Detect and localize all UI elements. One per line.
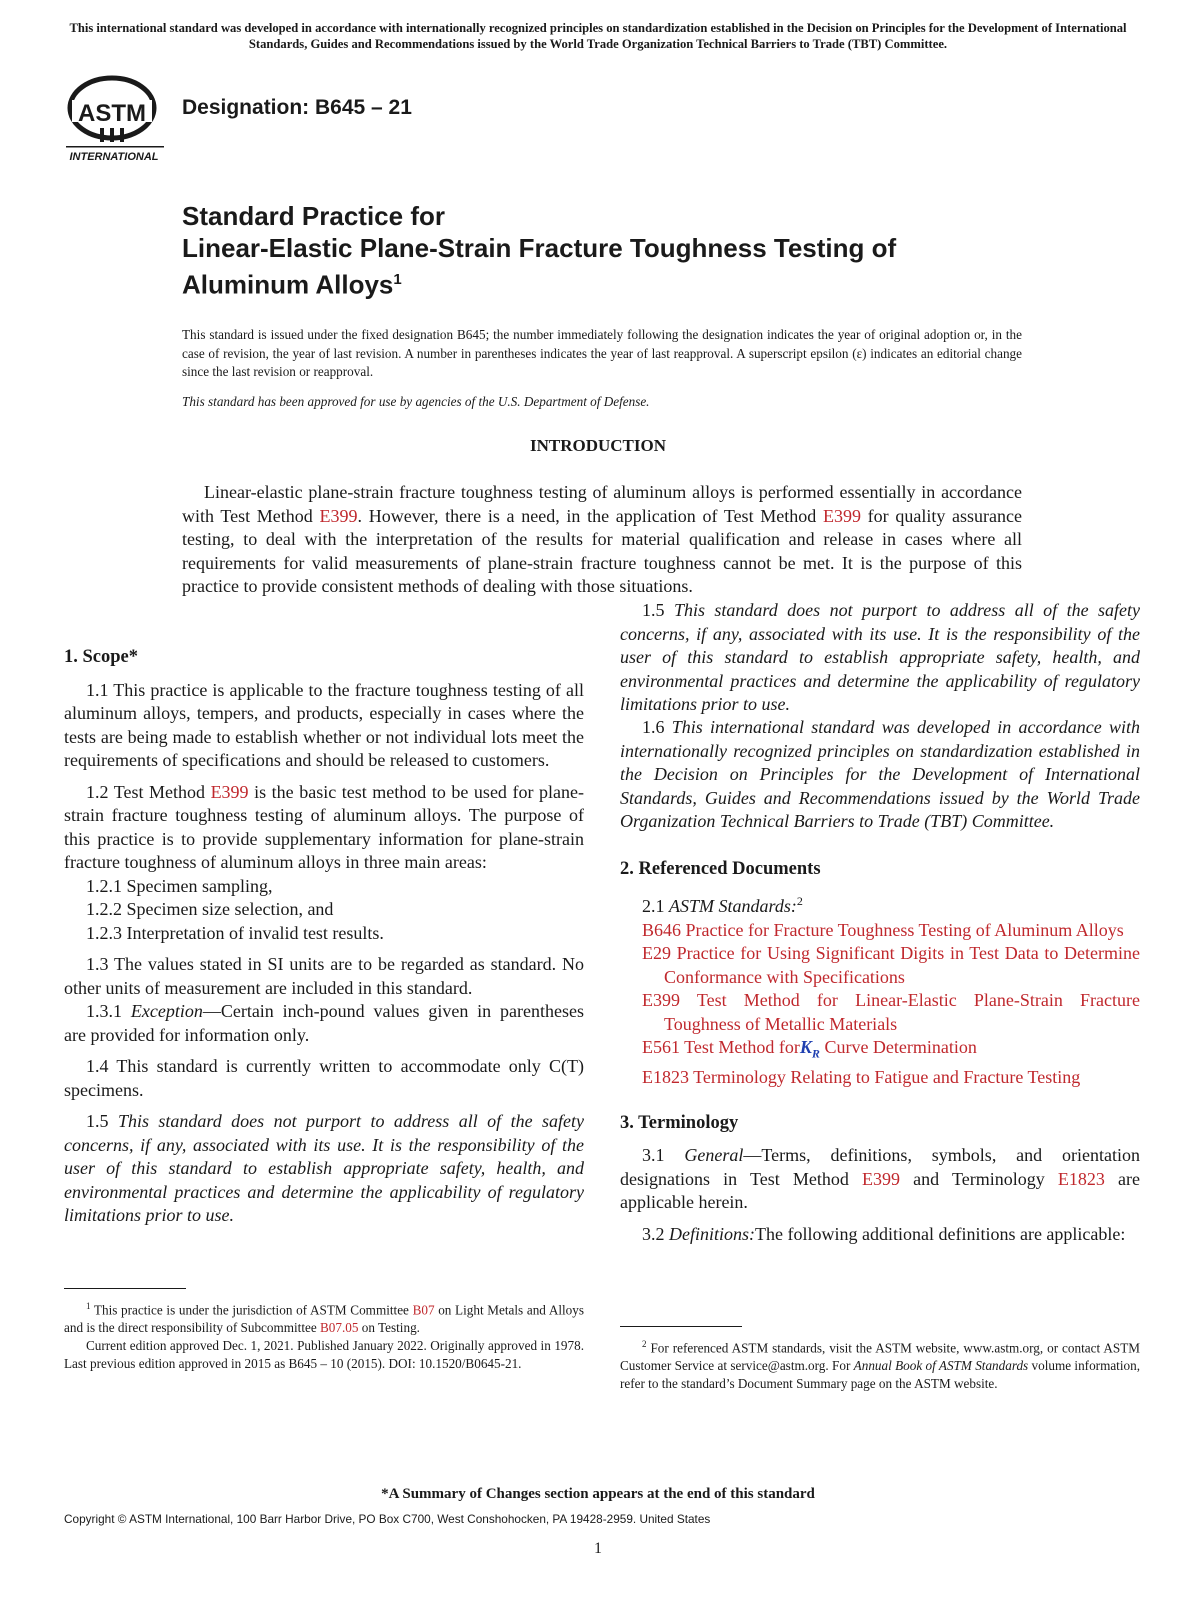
referenced-documents-heading: 2. Referenced Documents: [620, 858, 821, 879]
footnote-rule: [64, 1288, 186, 1289]
ref-code-link[interactable]: E29: [642, 943, 671, 963]
para-text: 1.2 Test Method: [86, 781, 211, 802]
para-num: 3.2: [642, 1223, 669, 1244]
ref-title-link[interactable]: Test Method for Linear-Elastic Plane-Strain Fracture Toughness of Metallic Materials: [664, 990, 1140, 1034]
para-num: 1.5: [642, 600, 674, 620]
ref-title-link[interactable]: Terminology Relating to Fatigue and Fracture Testing: [689, 1067, 1081, 1088]
right-column: [620, 600, 1141, 1246]
e1823-link[interactable]: E1823: [1057, 1168, 1105, 1189]
b07-link[interactable]: B07: [412, 1302, 435, 1318]
svg-text:ASTM: ASTM: [78, 100, 146, 127]
footnote-1-block: [64, 1288, 584, 1373]
footnote-mark: 1: [86, 1301, 91, 1311]
intro-text: for quality assurance testing, to deal with the interpretation of the results for material qualification and release in cases where all requirements for valid measurements of plane-strain fracture toughness cannot be met. It is the purpose of this practice to provide consistent methods of dealing with those situations.: [182, 505, 1023, 596]
general-label: General: [684, 1145, 744, 1166]
ref-title-link[interactable]: Test Method for: [680, 1037, 800, 1057]
wto-notice: This international standard was developed in accordance with internationally recognized principles on standardization established in the Decision on Principles for the Development of International Standards, Guides and Recommendations issued by the World Trade Organization Technical Barriers to Trade (TBT) Committee.: [69, 21, 1127, 51]
issued-note: This standard is issued under the fixed designation B645; the number immediately following the designation indicates the year of original adoption or, in the case of revision, the year of last revision. A number in parentheses indicates the year of last reapproval. A superscript epsilon (ε) indicates an editorial change since the last revision or reapproval.: [182, 327, 1022, 379]
footnote-text: This practice is under the jurisdiction of ASTM Committee: [90, 1302, 413, 1318]
ref-code-link[interactable]: B646: [642, 919, 682, 940]
kr-subscript: R: [811, 1046, 820, 1061]
para-text: is the basic test method to be used for plane-strain fracture toughness testing of aluminum alloys. The purpose of this practice is to provide supplementary information for plane-strain fracture toughness of aluminum alloys in three main areas:: [64, 781, 584, 872]
para-1-3-1: [64, 1000, 584, 1047]
terminology-heading: 3. Terminology: [620, 1112, 739, 1133]
page-number: 1: [594, 1540, 602, 1557]
footnote-1: [64, 1297, 584, 1337]
para-text: This standard does not purport to address all of the safety concerns, if any, associated with its use. It is the responsibility of the user of this standard to establish appropriate safety, health, and environmental practices and determine the applicability of regulatory limitations prior to use.: [64, 1111, 584, 1225]
annual-book-title: Annual Book of ASTM Standards: [853, 1358, 1029, 1374]
title-footnote-mark: 1: [393, 271, 402, 288]
para-1-2-1: 1.2.1 Specimen sampling,: [86, 875, 273, 896]
summary-of-changes-note: *A Summary of Changes section appears at the end of this standard: [381, 1486, 815, 1502]
footnote-2: [620, 1335, 1140, 1393]
para-text: and Terminology: [900, 1168, 1058, 1189]
para-1-1: 1.1 This practice is applicable to the fracture toughness testing of all aluminum alloys, tempers, and products, especially in cases where the tests are being made to establish whether or not individual lots meet the requirements of specifications and should be released to customers.: [64, 679, 584, 770]
para-text: This international standard was developed in accordance with internationally recognized principles on standardization established in the Decision on Principles for the Development of International Standards, Guides and Recommendations issued by the World Trade Organization Technical Barriers to Trade (TBT) Committee.: [620, 717, 1140, 831]
para-num: 1.3.1: [86, 1001, 131, 1021]
footnote-text: For referenced ASTM standards, visit the ASTM website, www.astm.org, or contact ASTM Customer Service at service@astm.org. For: [620, 1340, 1140, 1374]
kr-symbol: K: [799, 1037, 812, 1057]
b07-05-link[interactable]: B07.05: [320, 1320, 359, 1336]
astm-standards-label: ASTM Standards:: [669, 896, 797, 916]
para-1-2: [64, 781, 584, 875]
ref-code-link[interactable]: E399: [642, 990, 680, 1010]
footnote-mark: 2: [642, 1339, 647, 1349]
footnote-text: volume information, refer to the standard’s Document Summary page on the ASTM website.: [620, 1358, 1140, 1392]
footnote-2-block: [620, 1326, 1140, 1393]
ref-e29: [620, 942, 1140, 989]
logo-international-text: INTERNATIONAL: [69, 151, 159, 163]
ref-code-link[interactable]: E1823: [642, 1067, 689, 1088]
ref-title-link[interactable]: Curve Determination: [819, 1037, 977, 1057]
para-3-1: [620, 1144, 1140, 1215]
intro-e399-link[interactable]: E399: [822, 505, 861, 526]
intro-text: Linear-elastic plane-strain fracture toughness testing of aluminum alloys is performed essentially in accordance with Test Method: [182, 482, 1022, 526]
para-1-4: 1.4 This standard is currently written to accommodate only C(T) specimens.: [64, 1056, 584, 1100]
copyright-line: Copyright © ASTM International, 100 Barr Harbor Drive, PO Box C700, West Conshohocken, PA 19428-2959. United States: [64, 1512, 711, 1526]
astm-logo: [64, 72, 164, 164]
para-3-2: [620, 1223, 1140, 1247]
para-text: —Terms, definitions, symbols, and orientation designations in Test Method: [620, 1145, 1141, 1189]
para-1-6: [620, 716, 1140, 834]
para-num: 1.5: [86, 1111, 118, 1131]
left-column: [64, 646, 585, 1225]
footnote-text: on Testing.: [358, 1320, 420, 1336]
ref-title-link[interactable]: Practice for Fracture Toughness Testing of Aluminum Alloys: [681, 919, 1124, 940]
para-1-2-2: 1.2.2 Specimen size selection, and: [86, 899, 334, 919]
ref-e399: [620, 989, 1140, 1036]
footnote-mark: 2: [796, 894, 803, 908]
footnote-1-edition: Current edition approved Dec. 1, 2021. Published January 2022. Originally approved in 1978. Last previous edition approved in 2015 as B645 – 10 (2015). DOI: 10.1520/B0645-21.: [64, 1338, 584, 1372]
para-1-3: 1.3 The values stated in SI units are to be regarded as standard. No other units of measurement are included in this standard.: [64, 954, 584, 998]
introduction-paragraph: [182, 481, 1022, 599]
document-title: [182, 200, 1082, 301]
ref-e1823: [620, 1066, 1140, 1090]
ref-b646: [620, 919, 1140, 943]
definitions-label: Definitions:: [669, 1223, 755, 1244]
footnote-rule: [620, 1326, 742, 1327]
para-num: 1.6: [642, 717, 672, 737]
para-text: —Certain inch-pound values given in parentheses are provided for information only.: [64, 1001, 585, 1045]
title-line-3: Aluminum Alloys: [182, 269, 394, 300]
ref-title-link[interactable]: Practice for Using Significant Digits in Test Data to Determine Conformance with Specifications: [664, 943, 1140, 987]
para-2-1: [620, 890, 1140, 919]
ref-e561: [620, 1036, 1140, 1066]
e399-link[interactable]: E399: [210, 781, 249, 802]
para-text: This standard does not purport to address all of the safety concerns, if any, associated with its use. It is the responsibility of the user of this standard to establish appropriate safety, health, and environmental practices and determine the applicability of regulatory limitations prior to use.: [620, 600, 1140, 714]
astm-logo-mark: [64, 72, 164, 164]
ref-code-link[interactable]: E561: [642, 1037, 680, 1057]
exception-label: Exception: [130, 1001, 203, 1021]
para-text: The following additional definitions are applicable:: [755, 1223, 1126, 1244]
intro-text: . However, there is a need, in the application of Test Method: [357, 505, 823, 526]
para-1-2-3: 1.2.3 Interpretation of invalid test results.: [86, 922, 384, 943]
dod-approval-note: This standard has been approved for use by agencies of the U.S. Department of Defense.: [182, 394, 650, 409]
para-1-5-continued-text: [620, 599, 1140, 717]
para-text: are applicable herein.: [620, 1168, 1140, 1213]
intro-e399-link[interactable]: E399: [319, 505, 358, 526]
footnote-text: on Light Metals and Alloys and is the direct responsibility of Subcommittee: [64, 1302, 584, 1336]
introduction-heading: INTRODUCTION: [529, 436, 667, 455]
scope-heading: 1. Scope*: [64, 647, 138, 667]
para-num: 2.1: [642, 896, 669, 916]
title-line-1: Standard Practice for: [182, 201, 445, 231]
title-line-2: Linear-Elastic Plane-Strain Fracture Toughness Testing of: [182, 233, 897, 263]
para-1-5: [64, 1110, 584, 1225]
para-1-5-continued: [620, 600, 1140, 716]
designation: Designation: B645 – 21: [182, 96, 412, 119]
para-num: 3.1: [642, 1145, 685, 1166]
e399-link[interactable]: E399: [862, 1168, 901, 1189]
